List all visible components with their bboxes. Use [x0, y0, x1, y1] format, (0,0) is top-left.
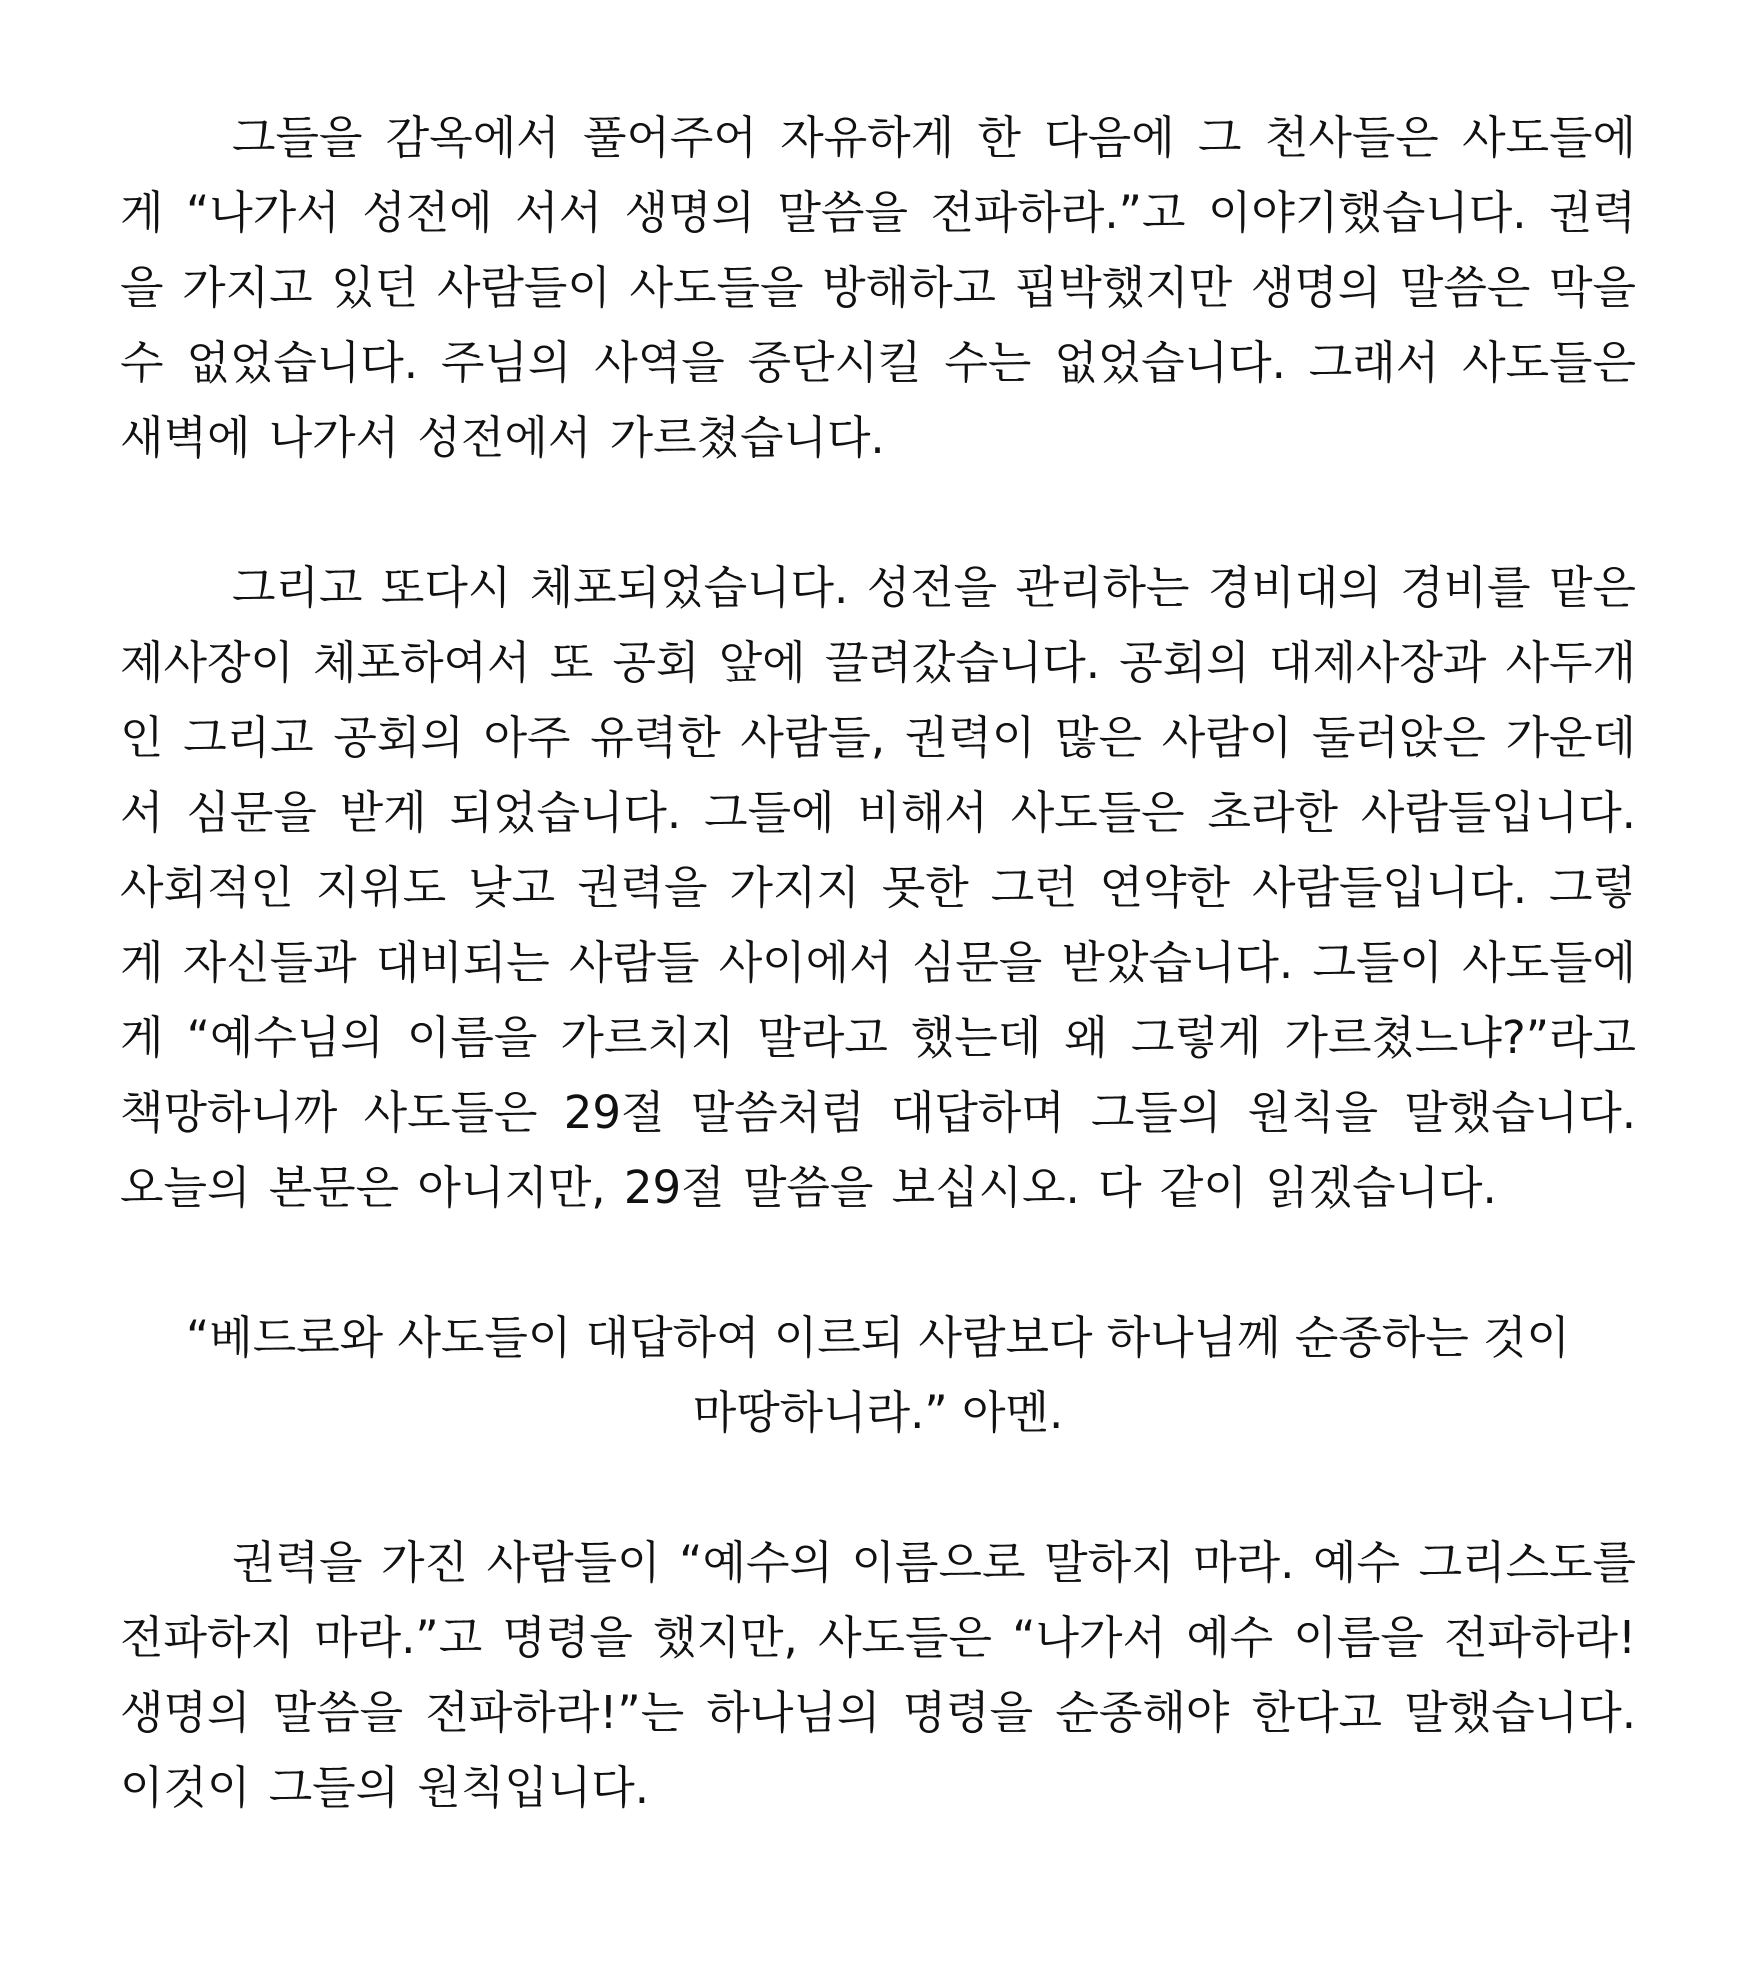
paragraph-gap [120, 1225, 1636, 1300]
scripture-quote-line-1: “베드로와 사도들이 대답하여 이르되 사람보다 하나님께 순종하는 것이 [185, 1311, 1571, 1364]
document-page [120, 100, 1636, 1825]
scripture-quote-line-2: 마땅하니라.” 아멘. [692, 1386, 1064, 1439]
paragraph-gap [120, 1450, 1636, 1525]
paragraph-principle: 권력을 가진 사람들이 “예수의 이름으로 말하지 마라. 예수 그리스도를 전파하지 마라.”고 명령을 했지만, 사도들은 “나가서 예수 이름을 전파하라! 생명의 말씀을 전파하라!”는 하나님의 명령을 순종해야 한다고 말했습니다. 이것이 그들의 원칙입니다. [120, 1536, 1636, 1814]
scripture-quote [120, 1300, 1636, 1450]
paragraph-gap [120, 475, 1636, 550]
paragraph-arrest-trial: 그리고 또다시 체포되었습니다. 성전을 관리하는 경비대의 경비를 맡은 제사장이 체포하여서 또 공회 앞에 끌려갔습니다. 공회의 대제사장과 사두개인 그리고 공회의 아주 유력한 사람들, 권력이 많은 사람이 둘러앉은 가운데서 심문을 받게 되었습니다. 그들에 비해서 사도들은 초라한 사람들입니다. 사회적인 지위도 낮고 권력을 가지지 못한 그런 연약한 사람들입니다. 그렇게 자신들과 대비되는 사람들 사이에서 심문을 받았습니다. 그들이 사도들에게 “예수님의 이름을 가르치지 말라고 했는데 왜 그렇게 가르쳤느냐?”라고 책망하니까 사도들은 29절 말씀처럼 대답하며 그들의 원칙을 말했습니다. 오늘의 본문은 아니지만, 29절 말씀을 보십시오. 다 같이 읽겠습니다. [120, 561, 1636, 1214]
paragraph-prison-release: 그들을 감옥에서 풀어주어 자유하게 한 다음에 그 천사들은 사도들에게 “나가서 성전에 서서 생명의 말씀을 전파하라.”고 이야기했습니다. 권력을 가지고 있던 사람들이 사도들을 방해하고 핍박했지만 생명의 말씀은 막을 수 없었습니다. 주님의 사역을 중단시킬 수는 없었습니다. 그래서 사도들은 새벽에 나가서 성전에서 가르쳤습니다. [120, 111, 1636, 464]
